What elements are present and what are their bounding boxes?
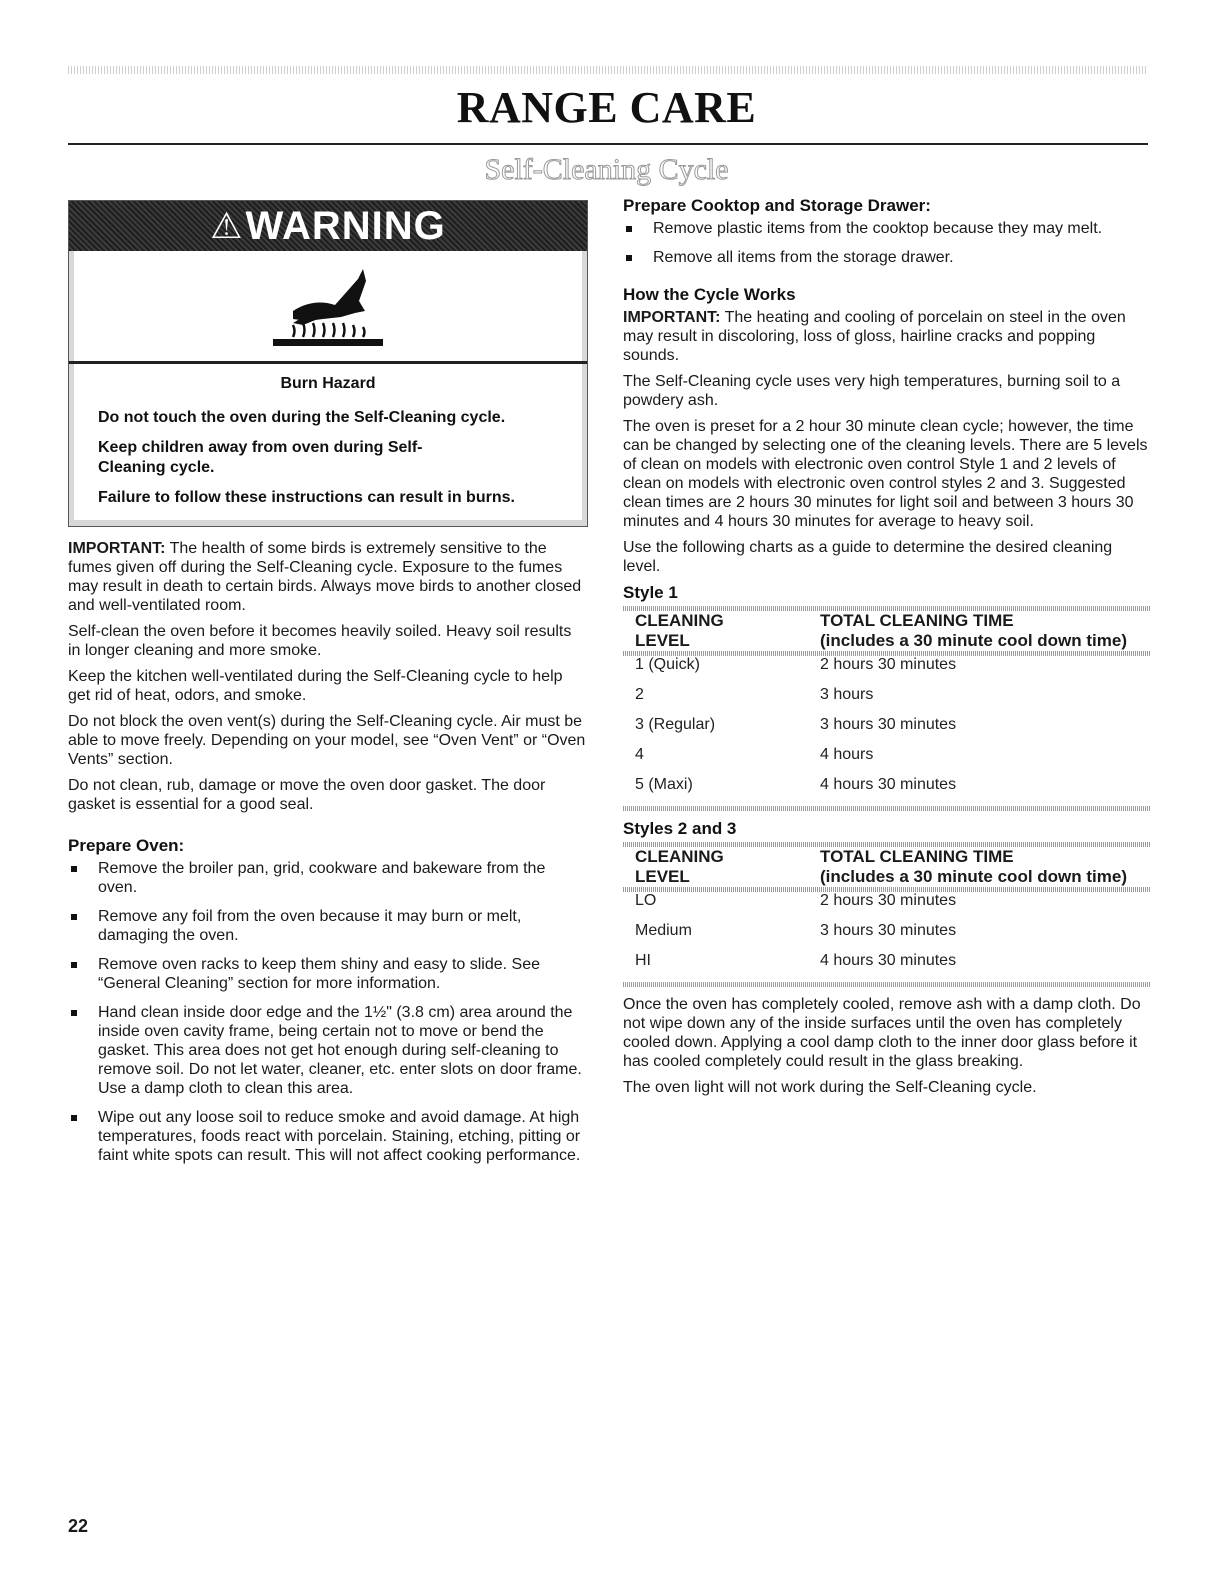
hot-surface-hand-icon [263,261,393,351]
list-item: Hand clean inside door edge and the 1½" (3.8 cm) area around the inside oven cavity frame, being certain not to move or bend the gasket. This area does not get hot enough during self-cleaning to remove soil. Do not let water, cleaner, etc. enter slots on door frame. Use a damp cloth to clean this area. [68,1003,588,1098]
important-text: The heating and cooling of porcelain on steel in the oven may result in discoloring, loss of gloss, hairline cracks and popping sounds. [623,309,1126,364]
column-header-line: CLEANING [635,847,724,866]
list-item: Remove any foil from the oven because it may burn or melt, damaging the oven. [68,907,588,945]
warning-line: Keep children away from oven during Self-Cleaning cycle. [98,439,423,476]
important-paragraph [623,308,1150,365]
cell-level: Medium [635,922,692,939]
table-header-row [623,611,1150,651]
paragraph: The oven light will not work during the Self-Cleaning cycle. [623,1079,1037,1096]
paragraph: Once the oven has completely cooled, remove ash with a damp cloth. Do not wipe down any of the inside surfaces until the oven has completely cooled down. Applying a cool damp cloth to the inner door glass before it has cooled completely could result in the glass breaking. [623,996,1141,1070]
cell-time: 3 hours 30 minutes [820,716,957,733]
style1-table [623,611,1150,651]
warning-icon-area [69,251,587,361]
page-number: 22 [68,1516,89,1536]
prepare-cooktop-list [623,219,1150,267]
after-body [623,995,1150,1097]
warning-heading: Burn Hazard [280,375,376,392]
column-header-level [623,847,820,887]
how-cycle-works-heading: How the Cycle Works [623,285,796,304]
important-label: IMPORTANT: [623,309,721,326]
style23-table-body [623,892,1150,982]
paragraph: The Self-Cleaning cycle uses very high temperatures, burning soil to a powdery ash. [623,373,1121,409]
table-rule [623,806,1150,811]
cell-level: 2 [635,686,644,703]
list-item: Remove all items from the storage drawer. [623,248,1150,267]
list-item: Remove plastic items from the cooktop because they may melt. [623,219,1150,238]
left-column [68,200,588,1175]
style1-table-body [623,656,1150,806]
cell-time: 2 hours 30 minutes [820,656,957,673]
column-header-line: TOTAL CLEANING TIME [820,847,1014,866]
cell-time: 3 hours [820,686,874,703]
style1-heading: Style 1 [623,583,678,602]
table-header-row [623,847,1150,887]
cell-level: HI [635,952,651,969]
page-title: RANGE CARE [456,83,757,132]
important-paragraph [68,539,588,615]
column-header-line: CLEANING [635,611,724,630]
warning-line: Failure to follow these instructions can result in burns. [98,489,515,506]
column-header-line: LEVEL [635,867,690,886]
prepare-oven-list [68,859,588,1165]
cell-time: 4 hours 30 minutes [820,952,957,969]
cell-time: 4 hours [820,746,874,763]
top-decorative-band [68,66,1148,74]
cell-time: 4 hours 30 minutes [820,776,957,793]
list-item: Remove the broiler pan, grid, cookware and bakeware from the oven. [68,859,588,897]
style23-heading: Styles 2 and 3 [623,819,737,838]
paragraph: Keep the kitchen well-ventilated during the Self-Cleaning cycle to help get rid of heat, odors, and smoke. [68,668,563,704]
column-header-time [820,847,1150,887]
cell-level: LO [635,892,657,909]
cell-time: 3 hours 30 minutes [820,922,957,939]
how-cycle-works-body [623,308,1150,576]
left-body [68,539,588,814]
list-item: Wipe out any loose soil to reduce smoke and avoid damage. At high temperatures, foods react with porcelain. Staining, etching, pitting or faint white spots can result. This will not affect cooking performance. [68,1108,588,1165]
warning-label: WARNING [245,203,446,248]
style23-table [623,847,1150,887]
right-column [623,196,1150,1104]
important-label: IMPORTANT: [68,540,166,557]
column-header-line: TOTAL CLEANING TIME [820,611,1014,630]
column-header-level [623,611,820,651]
cell-time: 2 hours 30 minutes [820,892,957,909]
table-row [623,716,1150,746]
cell-level: 5 (Maxi) [635,776,693,793]
list-item: Remove oven racks to keep them shiny and easy to slide. See “General Cleaning” section for more information. [68,955,588,993]
warning-triangle-icon: ⚠ [210,205,244,246]
cell-level: 4 [635,746,644,763]
column-header-line: (includes a 30 minute cool down time) [820,867,1127,886]
warning-text [69,364,587,520]
prepare-oven-heading: Prepare Oven: [68,836,185,855]
column-header-time [820,611,1150,651]
warning-line: Do not touch the oven during the Self-Cleaning cycle. [98,409,506,426]
table-row [623,892,1150,922]
title-divider [68,143,1148,145]
paragraph: Self-clean the oven before it becomes heavily soiled. Heavy soil results in longer cleaning and more smoke. [68,623,572,659]
table-row [623,952,1150,982]
warning-header [69,201,587,251]
cell-level: 1 (Quick) [635,656,700,673]
warning-box [68,200,588,527]
paragraph: Do not block the oven vent(s) during the Self-Cleaning cycle. Air must be able to move freely. Depending on your model, see “Oven Vent” or “Oven Vents” section. [68,713,586,768]
table-row [623,656,1150,686]
table-rule [623,982,1150,987]
prepare-cooktop-heading: Prepare Cooktop and Storage Drawer: [623,196,931,215]
column-header-line: LEVEL [635,631,690,650]
paragraph: Use the following charts as a guide to determine the desired cleaning level. [623,539,1113,575]
table-row [623,922,1150,952]
paragraph: Do not clean, rub, damage or move the oven door gasket. The door gasket is essential for a good seal. [68,777,546,813]
paragraph: The oven is preset for a 2 hour 30 minute clean cycle; however, the time can be changed by selecting one of the cleaning levels. There are 5 levels of clean on models with electronic oven control Style 1 and 2 levels of clean on models with electronic oven control styles 2 and 3. Suggested clean times are 2 hours 30 minutes for light soil and between 3 hours 30 minutes and 4 hours 30 minutes for average to heavy soil. [623,418,1148,530]
section-subtitle: Self-Cleaning Cycle [484,153,729,186]
important-text: The health of some birds is extremely sensitive to the fumes given off during the Self-Cleaning cycle. Exposure to the fumes may result in death to certain birds. Always move birds to another closed and well-ventilated room. [68,540,582,614]
column-header-line: (includes a 30 minute cool down time) [820,631,1127,650]
table-row [623,746,1150,776]
cell-level: 3 (Regular) [635,716,716,733]
table-row [623,776,1150,806]
table-row [623,686,1150,716]
warning-bottom-bar [69,520,587,526]
